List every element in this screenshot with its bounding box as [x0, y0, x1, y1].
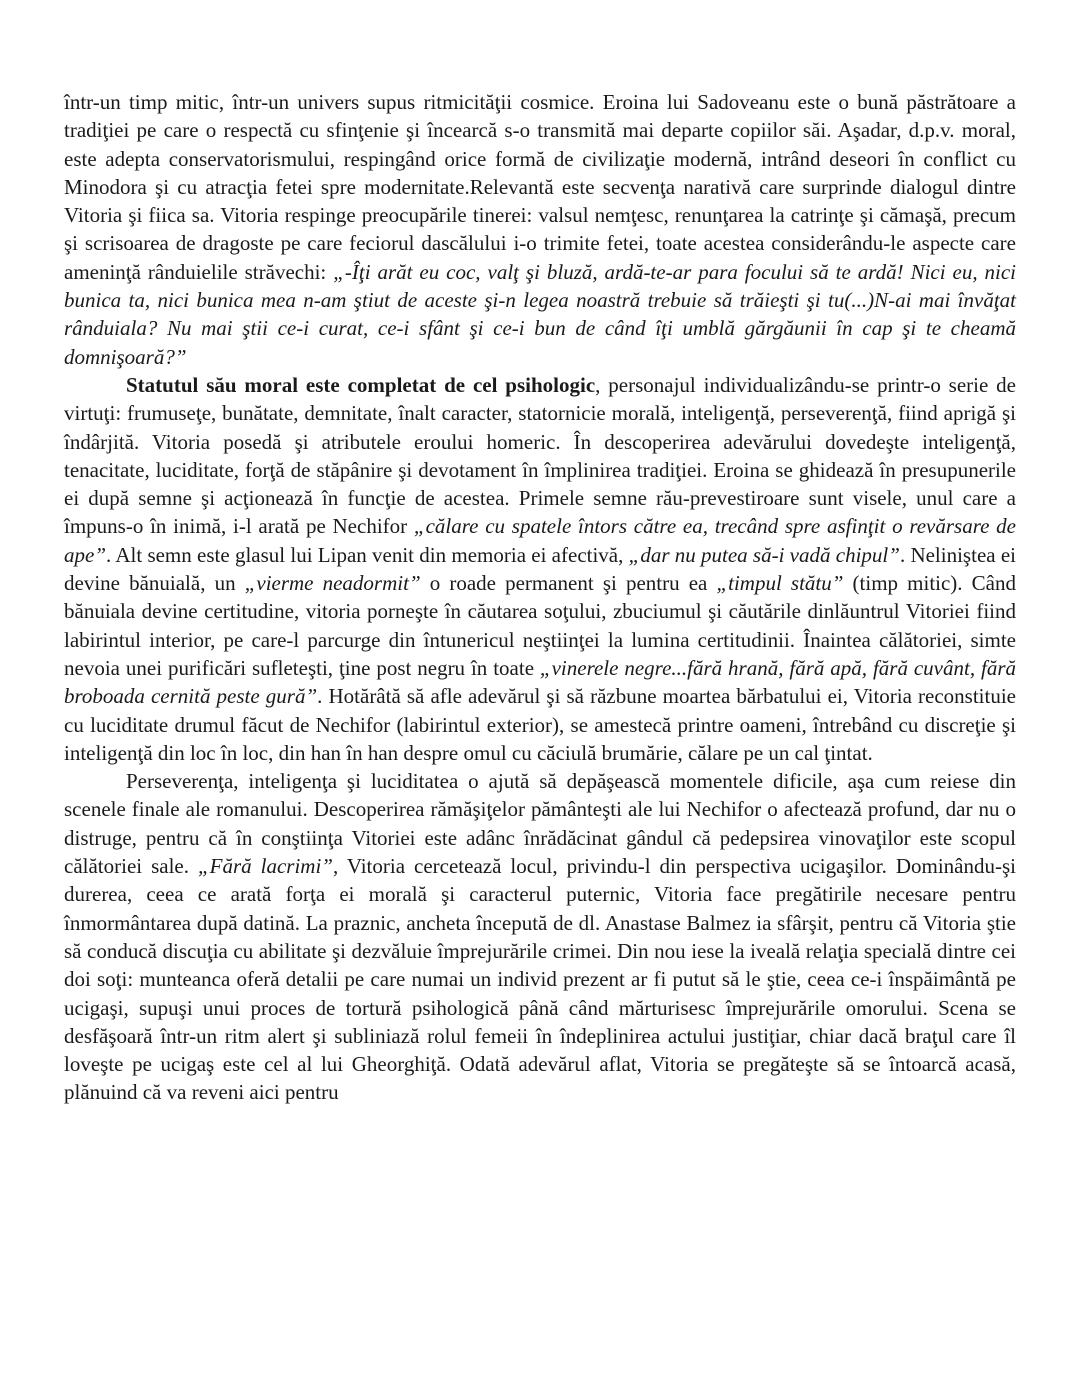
- quote-text: „vierme neadormit”: [244, 571, 421, 596]
- body-text: într-un timp mitic, într-un univers supus ritmicităţii cosmice. Eroina lui Sadoveanu este o bună păstrătoare a tradiţiei pe care o respectă cu sfinţenie şi încearcă s-o transmită mai departe copiilor săi. Aşadar, d.p.v. moral, este adepta conservatorismului, respingând orice formă de civilizaţie modernă, intrând deseori în conflict cu Minodora şi cu atracţia fetei spre modernitate.Relevantă este secvenţa narativă care surprinde dialogul dintre Vitoria şi fiica sa. Vitoria respinge preocupările tinerei: valsul nemţesc, renunţarea la catrinţe şi cămaşă, precum şi scrisoarea de dragoste pe care feciorul dascălului i-o trimite fetei, toate acestea considerându-le aspecte care ameninţă rânduielile străvechi:: [64, 90, 1016, 284]
- body-text: , Vitoria cercetează locul, privindu-l din perspectiva ucigaşilor. Dominându-şi durerea, ceea ce arată forţa ei morală şi caracterul puternic, Vitoria face pregătirile necesare pentru înmormântarea după datină. La praznic, ancheta începută de dl. Anastase Balmez ia sfârşit, pentru că Vitoria ştie să conducă discuţia cu abilitate şi dezvăluie împrejurările crimei. Din nou iese la iveală relaţia specială dintre cei doi soţi: munteanca oferă detalii pe care numai un individ prezent ar fi putut să le ştie, ceea ce-i înspăimântă pe ucigaşi, supuşi unui proces de tortură psihologică până când mărturisesc împrejurările omorului. Scena se desfăşoară într-un ritm alert şi subliniază rolul femeii în îndeplinirea actului justiţiar, chiar dacă braţul care îl loveşte pe ucigaş este cel al lui Gheorghiţă. Odată adevărul aflat, Vitoria se pregăteşte să se întoarcă acasă, plănuind că va reveni aici pentru: [64, 854, 1016, 1105]
- bold-text: Statutul său moral este completat de cel psihologic: [126, 372, 596, 397]
- body-text: Perseverenţa, inteligenţa şi luciditatea o ajută să depăşească momentele dificile, aşa cum reiese din scenele finale ale romanului. Descoperirea rămăşiţelor pământeşti ale lui Nechifor o afectează profund, dar nu o distruge, pentru că în conştiinţa Vitoriei este adânc înrădăcinat gândul că pedepsirea vinovaţilor este scopul călătoriei sale.: [64, 769, 1016, 879]
- document-body: [64, 88, 1016, 1107]
- quote-text: „-Îţi arăt eu coc, valţ şi bluză, ardă-te-ar para focului să te ardă! Nici eu, nici bunica ta, nici bunica mea n-am ştiut de aceste şi-n legea noastră trebuie să trăieşti şi tu(...)N-ai mai învăţat rânduiala? Nu mai ştii ce-i curat, ce-i sfânt şi ce-i bun de când îţi umblă gărgăunii în cap şi te cheamă domnişoară?”: [64, 259, 1016, 369]
- body-text: . Hotărâtă să afle adevărul şi să răzbune moartea bărbatului ei, Vitoria reconstituie cu luciditate drumul făcut de Nechifor (labirintul exterior), se amestecă printre oameni, întrebând cu discreţie şi inteligenţă din loc în loc, din han în han despre omul cu căciulă brumărie, călare pe un cal ţintat.: [64, 684, 1016, 765]
- quote-text: „Fără lacrimi”: [197, 854, 333, 879]
- body-text: (timp mitic). Când bănuiala devine certitudine, vitoria porneşte în căutarea soţului, zbuciumul şi căutările dinlăuntrul Vitoriei fiind labirintul interior, pe care-l parcurge din întunericul neştiinţei la lumina certitudinii. Înaintea călătoriei, simte nevoia unei purificări sufleteşti, ţine post negru în toate: [64, 571, 1016, 680]
- quote-text: „dar nu putea să-i vadă chipul”: [628, 542, 900, 567]
- paragraph: [64, 88, 1016, 371]
- body-text: o roade permanent şi pentru ea: [420, 571, 717, 596]
- body-text: . Neliniştea ei devine bănuială, un: [64, 542, 1016, 596]
- quote-text: „călare cu spatele întors către ea, trecând spre asfinţit o revărsare de ape”: [64, 514, 1016, 567]
- paragraph: [64, 371, 1016, 767]
- quote-text: „timpul stătu”: [716, 571, 844, 596]
- quote-text: „vinerele negre...fără hrană, fără apă, fără cuvânt, fără broboada cernită peste gură”: [64, 655, 1016, 709]
- body-text: , personajul individualizându-se printr-o serie de virtuţi: frumuseţe, bunătate, demnitate, înalt caracter, statornicie morală, inteligenţă, perseverenţă, fiind aprigă şi îndârjită. Vitoria posedă şi atributele eroului homeric. În descoperirea adevărului dovedeşte inteligenţă, tenacitate, luciditate, forţă de stăpânire şi devotament în împlinirea tradiţiei. Eroina se ghidează în presupunerile ei după semne şi acţionează în funcţie de acestea. Primele semne rău-prevestiroare sunt visele, unul care a împuns-o în inimă, i-l arată pe Nechifor: [64, 372, 1016, 539]
- body-text: . Alt semn este glasul lui Lipan venit din memoria ei afectivă,: [106, 542, 629, 567]
- paragraph: [64, 767, 1016, 1107]
